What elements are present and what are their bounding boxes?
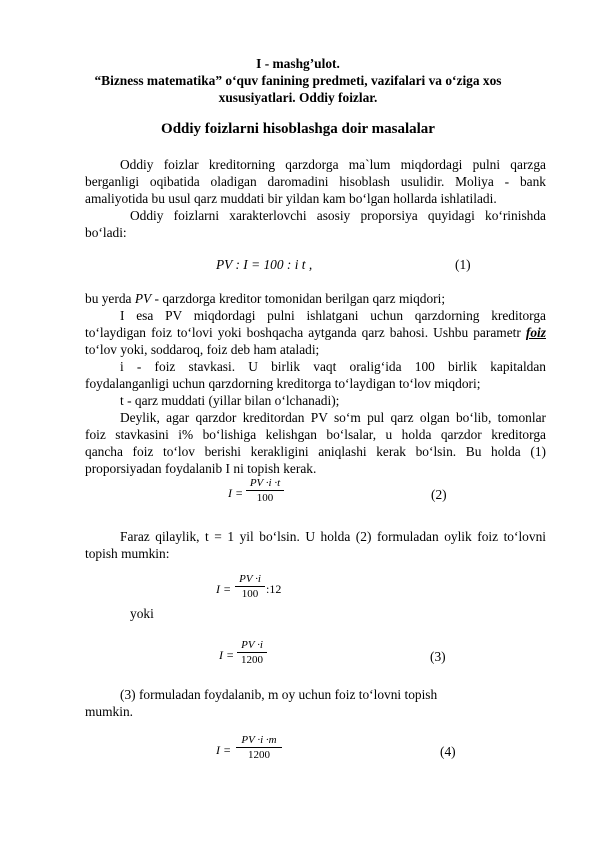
section-title: Oddiy foizlarni hisoblashga doir masalalar (161, 121, 435, 137)
formula-2-denominator: 100 (256, 492, 274, 504)
formula-1-number: (1) (455, 257, 471, 272)
para5-line2: mumkin. (85, 704, 133, 719)
para3-line1-rest: - qarzdorga kreditor tomonidan berilgan qarz miqdori; (151, 291, 446, 306)
formula-mid-numerator: PV ·i (239, 573, 261, 585)
para5-line1: (3) formuladan foydalanib, m oy uchun foiz to‘lovni topish (120, 687, 438, 702)
pv-symbol: PV (134, 291, 152, 306)
para4-line1: Faraz qilaylik, t = 1 yil bo‘lsin. U holda (2) formuladan oylik foiz to‘lovni (120, 529, 546, 544)
formula-4-fraction (236, 734, 282, 761)
para1-line3: amaliyotida bu usul qarz muddati bir yildan kam bo‘lgan hollarda ishlatiladi. (85, 191, 497, 206)
lesson-number: I - mashg’ulot. (256, 56, 340, 71)
formula-2-numerator: PV ·i ·t (249, 477, 281, 489)
para3-line9: qancha foiz to‘lov berishi kerakligini aniqlashi kerak bo‘lsin. Bu holda (1) (85, 444, 546, 459)
lesson-subtitle: xususiyatlari. Oddiy foizlar. (218, 90, 378, 105)
para3-line3-a: to‘laydigan foiz to‘lovi yoki boshqacha aytganda qarz bahosi. Ushbu parametr (85, 325, 526, 340)
formula-2-fraction (246, 477, 284, 504)
para3-line5: foydalanganligi uchun qarzdorning kreditorga to‘laydigan to‘lov miqdori; (85, 376, 481, 391)
foiz-term: foiz (525, 325, 546, 340)
formula-3-number: (3) (430, 649, 446, 664)
para3-line10: proporsiyadan foydalanib I ni topish kerak. (85, 461, 317, 476)
formula-1: PV : I = 100 : i t , (216, 257, 313, 272)
para1-line2: berganligi oqibatida oladigan daromadini hisoblash usulidir. Moliya - bank (85, 174, 546, 189)
formula-mid-lhs: I = (216, 582, 232, 596)
formula-3-fraction (237, 639, 267, 666)
formula-3-lhs: I = (219, 648, 235, 662)
para3-line2: I esa PV miqdordagi pulni ishlatgani uchun qarzdorning kreditorga (120, 308, 546, 323)
para2-line1: Oddiy foizlarni xarakterlovchi asosiy proporsiya quyidagi ko‘rinishda (130, 208, 546, 223)
fraction-bar (246, 490, 284, 491)
para3-line4: i - foiz stavkasi. U birlik vaqt oralig‘ida 100 birlik kapitaldan (120, 359, 546, 374)
para2-line2: bo‘ladi: (85, 225, 127, 240)
para1-line1: Oddiy foizlar kreditorning qarzdorga ma`lum miqdordagi pulni qarzga (120, 157, 546, 172)
formula-3-numerator: PV ·i (241, 639, 263, 651)
formula-mid-denominator: 100 (241, 588, 259, 600)
para3-line3b: to‘lov yoki, soddaroq, foiz deb ham ataladi; (85, 342, 320, 357)
formula-mid-fraction (235, 573, 265, 600)
formula-4-denominator: 1200 (248, 749, 270, 761)
fraction-bar (235, 586, 265, 587)
fraction-bar (236, 747, 282, 748)
formula-4-lhs: I = (216, 743, 232, 757)
para4-line2: topish mumkin: (85, 546, 170, 561)
formula-4-numerator: PV ·i ·m (241, 734, 277, 746)
formula-3-denominator: 1200 (241, 654, 263, 666)
formula-mid-suffix: :12 (266, 582, 282, 596)
formula-2-lhs: I = (228, 486, 244, 500)
para3-line1-pre: bu yerda (85, 291, 135, 306)
formula-2-number: (2) (431, 487, 447, 502)
formula-4-number: (4) (440, 744, 456, 759)
para3-line8: foiz stavkasini i% bo‘lishiga kelishgan bo‘lsalar, u holda qarzdor kreditorga (85, 427, 546, 442)
para3-line6: t - qarz muddati (yillar bilan o‘lchanadi); (120, 393, 340, 408)
fraction-bar (237, 652, 267, 653)
para3-line1 (85, 290, 445, 307)
para3-line3 (85, 324, 546, 341)
yoki-word: yoki (130, 606, 154, 621)
para3-line7: Deylik, agar qarzdor kreditordan PV so‘m pul qarz olgan bo‘lib, tomonlar (120, 410, 546, 425)
lesson-title: “Bizness matematika” o‘quv fanining predmeti, vazifalari va o‘ziga xos (94, 73, 502, 88)
